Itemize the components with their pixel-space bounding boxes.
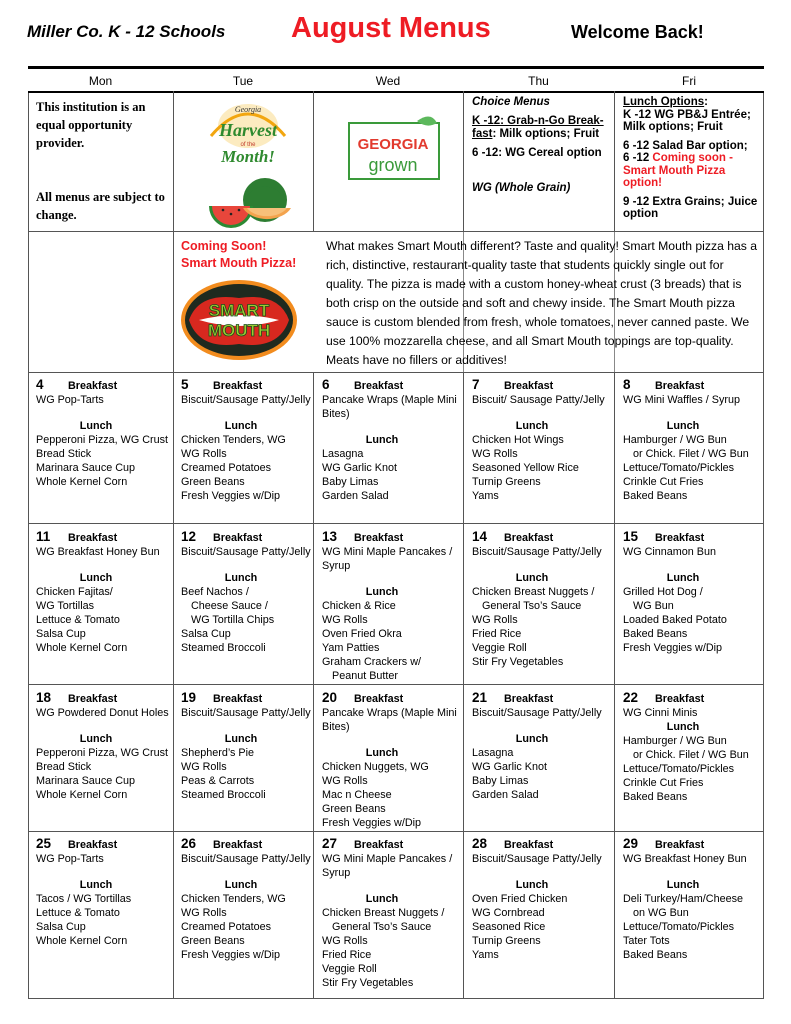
- day-heading: [181, 837, 311, 852]
- lunch-item: Turnip Greens: [472, 935, 541, 947]
- breakfast-item: WG Powdered Donut Holes: [36, 707, 169, 719]
- pizza-option: [623, 152, 763, 190]
- lunch-item: Chicken Tenders, WG: [181, 434, 286, 446]
- lunch-item: Baked Beans: [623, 791, 688, 803]
- day-number: 5: [181, 377, 189, 392]
- lunch-item: Marinara Sauce Cup: [36, 775, 136, 787]
- day-number: 22: [623, 690, 639, 705]
- lunch-label: Lunch: [515, 420, 549, 432]
- lunch-item: WG Rolls: [322, 775, 368, 787]
- grid-line: [313, 372, 314, 999]
- day-number: 15: [623, 529, 639, 544]
- day-heading: [472, 378, 605, 393]
- day-heading: [623, 530, 743, 545]
- day-number: 6: [322, 377, 330, 392]
- day-name-thu: Thu: [528, 74, 549, 88]
- lunch-label: Lunch: [224, 420, 258, 432]
- lunch-item: Grilled Hot Dog /: [623, 586, 703, 598]
- harvest-logo-of: of the: [240, 142, 256, 148]
- day-heading: [322, 378, 457, 393]
- day-cell: [322, 378, 457, 503]
- breakfast-item: Bites): [322, 721, 350, 733]
- breakfast-item: WG Mini Maple Pancakes /: [322, 546, 453, 558]
- day-heading: [322, 691, 457, 706]
- lunch-item: Baked Beans: [623, 628, 688, 640]
- grid-line: [614, 372, 615, 999]
- lunch-item: Chicken Hot Wings: [472, 434, 564, 446]
- breakfast-label: Breakfast: [213, 380, 263, 392]
- breakfast-label: Breakfast: [655, 380, 705, 392]
- breakfast-label: Breakfast: [354, 839, 404, 851]
- day-heading: [36, 691, 169, 706]
- lunch-item: WG Rolls: [472, 614, 518, 626]
- lunch-item: General Tso’s Sauce: [482, 600, 582, 612]
- lunch-item: Lettuce/Tomato/Pickles: [623, 462, 735, 474]
- coming-soon-line-1: Coming Soon!: [181, 239, 267, 253]
- breakfast-label: Breakfast: [213, 839, 263, 851]
- lunch-label: Lunch: [515, 572, 549, 584]
- day-cell: [181, 378, 311, 503]
- lunch-item: Fresh Veggies w/Dip: [181, 490, 281, 502]
- day-number: 8: [623, 377, 631, 392]
- breakfast-item: Biscuit/Sausage Patty/Jelly: [181, 853, 311, 865]
- day-heading: [181, 378, 311, 393]
- grab-n-go-label: K -12: Grab-n-Go Break-fast: [472, 115, 604, 140]
- grid-line: [28, 831, 764, 832]
- breakfast-label: Breakfast: [68, 532, 118, 544]
- lunch-label: Lunch: [666, 879, 700, 891]
- day-name-tue: Tue: [232, 74, 254, 88]
- lunch-item: WG Rolls: [472, 448, 518, 460]
- lunch-item: Veggie Roll: [322, 963, 377, 975]
- day-cell: [36, 378, 168, 489]
- lunch-item: WG Rolls: [181, 448, 227, 460]
- lunch-item: Chicken Breast Nuggets /: [472, 586, 595, 598]
- day-heading: [181, 691, 311, 706]
- equal-opportunity-notice: [36, 98, 168, 224]
- breakfast-item: Pancake Wraps (Maple Mini: [322, 707, 457, 719]
- lunch-item: Salsa Cup: [36, 628, 86, 640]
- lunch-item: Fresh Veggies w/Dip: [322, 817, 422, 829]
- day-number: 14: [472, 529, 488, 544]
- lunch-item: Loaded Baked Potato: [623, 614, 727, 626]
- day-heading: [472, 691, 602, 706]
- smart-mouth-description: What makes Smart Mouth different? Taste and quality! Smart Mouth pizza has a rich, distinctive, restaurant-quality taste that students quickly single out for quality. The pizza is made with a custom honey-wheat crust (3 breads) that is both crisp on the outside and soft and chewy inside. The Smart Mouth pizza sauce is custom blended from fresh, whole tomatoes, never canned paste. We use 100% mozzarella cheese, and all Smart Mouth toppings are top-quality. Meats have no fillers or additives!: [326, 239, 758, 367]
- day-number: 21: [472, 690, 488, 705]
- lunch-item: Fried Rice: [472, 628, 522, 640]
- day-heading: [36, 530, 160, 545]
- grid-line: [28, 231, 764, 232]
- lunch-item: Lettuce & Tomato: [36, 907, 120, 919]
- choice-menus-heading: Choice Menus: [472, 96, 550, 108]
- breakfast-item: Bites): [322, 408, 350, 420]
- grab-n-go-line: [472, 115, 612, 141]
- lunch-item: Hamburger / WG Bun: [623, 434, 727, 446]
- breakfast-label: Breakfast: [354, 532, 404, 544]
- smart-mouth-line2: MOUTH: [207, 321, 271, 340]
- lunch-item: Veggie Roll: [472, 642, 527, 654]
- lunch-item: Chicken Nuggets, WG: [322, 761, 429, 773]
- lunch-item: Tater Tots: [623, 935, 670, 947]
- breakfast-label: Breakfast: [68, 380, 118, 392]
- lunch-label: Lunch: [79, 420, 113, 432]
- breakfast-item: WG Pop-Tarts: [36, 853, 104, 865]
- lunch-label: Lunch: [365, 893, 399, 905]
- day-cell: [322, 837, 452, 990]
- day-name-mon: Mon: [88, 74, 113, 88]
- grid-line: [463, 91, 464, 232]
- grid-line: [614, 91, 615, 232]
- day-heading: [36, 837, 156, 852]
- day-number: 11: [36, 529, 51, 544]
- header-rule: [28, 66, 764, 69]
- day-cell: [322, 691, 457, 830]
- grid-line: [173, 91, 174, 999]
- grab-n-go-rest: : Milk options; Fruit: [492, 128, 600, 140]
- lunch-item: Pepperoni Pizza, WG Crust: [36, 747, 169, 759]
- lunch-label: Lunch: [666, 572, 700, 584]
- lunch-item: WG Rolls: [181, 907, 227, 919]
- choice-menus-info: [472, 96, 612, 201]
- lunch-item: Fresh Veggies w/Dip: [181, 949, 281, 961]
- day-cell: [181, 837, 311, 962]
- georgia-grown-top: GEORGIA: [357, 136, 429, 153]
- day-heading: [623, 378, 749, 393]
- georgia-grown-bottom: grown: [368, 155, 418, 175]
- breakfast-item: Biscuit/ Sausage Patty/Jelly: [472, 394, 605, 406]
- day-number: 25: [36, 836, 52, 851]
- lunch-item: WG Tortilla Chips: [191, 614, 275, 626]
- lunch-options-heading: Lunch Options: [623, 96, 705, 108]
- lunch-item: WG Garlic Knot: [322, 462, 397, 474]
- day-number: 26: [181, 836, 197, 851]
- lunch-item: Chicken Breast Nuggets /: [322, 907, 445, 919]
- day-cell: [623, 530, 743, 655]
- breakfast-item: Biscuit/Sausage Patty/Jelly: [472, 853, 602, 865]
- lunch-item: WG Cornbread: [472, 907, 545, 919]
- harvest-logo-main1: Harvest: [219, 120, 277, 140]
- smart-mouth-logo: [179, 272, 299, 367]
- lunch-item: Green Beans: [322, 803, 386, 815]
- breakfast-label: Breakfast: [655, 839, 705, 851]
- lunch-item: Yam Patties: [322, 642, 380, 654]
- lunch-item: Bread Stick: [36, 448, 92, 460]
- breakfast-item: Biscuit/Sausage Patty/Jelly: [181, 707, 311, 719]
- page-header: [0, 0, 791, 60]
- lunch-item: Creamed Potatoes: [181, 921, 272, 933]
- breakfast-label: Breakfast: [354, 380, 404, 392]
- breakfast-label: Breakfast: [504, 532, 554, 544]
- day-cell: [181, 691, 311, 802]
- georgia-grown-logo: [347, 113, 443, 183]
- lunch-item: WG Rolls: [322, 614, 368, 626]
- lunch-item: Lettuce & Tomato: [36, 614, 120, 626]
- grid-line: [28, 372, 764, 373]
- lunch-item: Stir Fry Vegetables: [322, 977, 414, 989]
- lunch-label: Lunch: [79, 733, 113, 745]
- lunch-item: Baby Limas: [472, 775, 529, 787]
- lunch-options-colon: :: [704, 96, 708, 108]
- lunch-item: Oven Fried Chicken: [472, 893, 568, 905]
- day-cell: [472, 837, 602, 962]
- day-header-row: [28, 72, 764, 91]
- day-number: 13: [322, 529, 338, 544]
- breakfast-item: WG Mini Waffles / Syrup: [623, 394, 740, 406]
- lunch-item: Chicken Tenders, WG: [181, 893, 286, 905]
- day-number: 29: [623, 836, 639, 851]
- lunch-item: Fried Rice: [322, 949, 372, 961]
- lunch-item: Whole Kernel Corn: [36, 476, 128, 488]
- lunch-item: Beef Nachos /: [181, 586, 249, 598]
- lunch-item: Marinara Sauce Cup: [36, 462, 136, 474]
- welcome-text: Welcome Back!: [571, 22, 704, 42]
- lunch-item: Whole Kernel Corn: [36, 642, 128, 654]
- day-heading: [472, 837, 602, 852]
- lunch-item: Graham Crackers w/: [322, 656, 421, 668]
- breakfast-item: Biscuit/Sausage Patty/Jelly: [472, 546, 602, 558]
- lunch-item: Garden Salad: [472, 789, 539, 801]
- lunch-item: Seasoned Rice: [472, 921, 546, 933]
- breakfast-label: Breakfast: [213, 693, 263, 705]
- lunch-label: Lunch: [515, 879, 549, 891]
- lunch-item: Oven Fried Okra: [322, 628, 402, 640]
- lunch-item: Turnip Greens: [472, 476, 541, 488]
- day-cell: [36, 691, 169, 802]
- salad-bar-option: 6 -12 Salad Bar option;: [623, 139, 748, 152]
- notice-line-1: This institution is an equal opportunity provider.: [36, 100, 146, 150]
- lunch-item: Creamed Potatoes: [181, 462, 272, 474]
- breakfast-item: Syrup: [322, 867, 351, 879]
- school-name: Miller Co. K - 12 Schools: [27, 22, 226, 41]
- lunch-item: WG Rolls: [181, 761, 227, 773]
- lunch-item: Steamed Broccoli: [181, 789, 266, 801]
- lunch-label: Lunch: [666, 420, 700, 432]
- lunch-item: Lasagna: [322, 448, 364, 460]
- breakfast-item: WG Pop-Tarts: [36, 394, 104, 406]
- lunch-item: Stir Fry Vegetables: [472, 656, 564, 668]
- lunch-item: Salsa Cup: [181, 628, 231, 640]
- grid-line: [463, 372, 464, 999]
- lunch-item: Seasoned Yellow Rice: [472, 462, 579, 474]
- lunch-item: Whole Kernel Corn: [36, 789, 128, 801]
- lunch-item: on WG Bun: [633, 907, 689, 919]
- lunch-item: Garden Salad: [322, 490, 389, 502]
- day-heading: [623, 691, 749, 706]
- breakfast-item: WG Cinni Minis: [623, 707, 698, 719]
- lunch-item: WG Rolls: [322, 935, 368, 947]
- lunch-item: Fresh Veggies w/Dip: [623, 642, 723, 654]
- breakfast-item: WG Cinnamon Bun: [623, 546, 717, 558]
- lunch-item: Lasagna: [472, 747, 514, 759]
- day-cell: [472, 530, 602, 669]
- lunch-item: Mac n Cheese: [322, 789, 392, 801]
- lunch-item: Yams: [472, 490, 499, 502]
- lunch-item: Yams: [472, 949, 499, 961]
- lunch-label: Lunch: [224, 733, 258, 745]
- lunch-item: Peas & Carrots: [181, 775, 255, 787]
- day-number: 28: [472, 836, 488, 851]
- breakfast-label: Breakfast: [504, 380, 554, 392]
- breakfast-label: Breakfast: [68, 839, 118, 851]
- day-number: 18: [36, 690, 52, 705]
- lunch-label: Lunch: [365, 434, 399, 446]
- day-heading: [36, 378, 168, 393]
- day-number: 7: [472, 377, 480, 392]
- lunch-options-heading-line: [623, 96, 763, 109]
- lunch-item: Green Beans: [181, 476, 245, 488]
- lunch-options-info: [623, 96, 763, 227]
- grid-line: [28, 91, 764, 93]
- harvest-logo-main2: Month!: [221, 147, 275, 166]
- lunch-item: Pepperoni Pizza, WG Crust: [36, 434, 169, 446]
- lunch-label: Lunch: [224, 572, 258, 584]
- breakfast-label: Breakfast: [655, 693, 705, 705]
- grid-line: [28, 523, 764, 524]
- lunch-item: WG Bun: [633, 600, 674, 612]
- lunch-item: or Chick. Filet / WG Bun: [633, 448, 749, 460]
- breakfast-item: Biscuit/Sausage Patty/Jelly: [181, 546, 311, 558]
- lunch-item: Baby Limas: [322, 476, 379, 488]
- lunch-item: Chicken Fajitas/: [36, 586, 113, 598]
- lunch-item: Salsa Cup: [36, 921, 86, 933]
- lunch-item: Shepherd’s Pie: [181, 747, 255, 759]
- day-name-wed: Wed: [375, 74, 401, 88]
- day-cell: [472, 691, 602, 802]
- breakfast-label: Breakfast: [504, 839, 554, 851]
- pizza-option-prefix: 6 -12: [623, 152, 650, 164]
- lunch-item: Chicken & Rice: [322, 600, 396, 612]
- lunch-item: Green Beans: [181, 935, 245, 947]
- pizza-coming-soon: Coming soon - Smart Mouth Pizza option!: [623, 152, 733, 189]
- lunch-label: Lunch: [224, 879, 258, 891]
- day-cell: [36, 530, 160, 655]
- page-title: August Menus: [291, 12, 491, 44]
- lunch-item: Peanut Butter: [332, 670, 399, 682]
- lunch-item: Whole Kernel Corn: [36, 935, 128, 947]
- day-cell: [623, 837, 747, 962]
- lunch-item: Crinkle Cut Fries: [623, 476, 704, 488]
- day-number: 12: [181, 529, 197, 544]
- whole-grain-note: WG (Whole Grain): [472, 182, 571, 194]
- lunch-item: Hamburger / WG Bun: [623, 735, 727, 747]
- day-number: 4: [36, 377, 44, 392]
- lunch-item: Cheese Sauce /: [191, 600, 268, 612]
- smart-mouth-line1: SMART: [208, 301, 270, 320]
- breakfast-label: Breakfast: [655, 532, 705, 544]
- grid-line: [28, 684, 764, 685]
- day-name-fri: Fri: [682, 74, 696, 88]
- breakfast-label: Breakfast: [213, 532, 263, 544]
- lunch-item: General Tso’s Sauce: [332, 921, 432, 933]
- breakfast-label: Breakfast: [354, 693, 404, 705]
- day-number: 20: [322, 690, 338, 705]
- day-heading: [181, 530, 311, 545]
- lunch-item: Tacos / WG Tortillas: [36, 893, 132, 905]
- lunch-item: Crinkle Cut Fries: [623, 777, 704, 789]
- extra-grains-option: 9 -12 Extra Grains; Juice option: [623, 195, 758, 220]
- breakfast-item: WG Breakfast Honey Bun: [36, 546, 160, 558]
- coming-soon-notice: [181, 238, 296, 272]
- harvest-of-the-month-logo: [203, 96, 293, 228]
- day-number: 19: [181, 690, 197, 705]
- lunch-item: Lettuce/Tomato/Pickles: [623, 763, 735, 775]
- lunch-item: or Chick. Filet / WG Bun: [633, 749, 749, 761]
- grid-line: [313, 91, 314, 232]
- breakfast-item: Pancake Wraps (Maple Mini: [322, 394, 457, 406]
- lunch-label: Lunch: [79, 879, 113, 891]
- lunch-item: Bread Stick: [36, 761, 92, 773]
- lunch-item: Baked Beans: [623, 949, 688, 961]
- lunch-label: Lunch: [515, 733, 549, 745]
- lunch-label: Lunch: [666, 721, 700, 733]
- breakfast-item: Syrup: [322, 560, 351, 572]
- notice-line-2: All menus are subject to change.: [36, 190, 165, 222]
- lunch-item: Baked Beans: [623, 490, 688, 502]
- lunch-item: Deli Turkey/Ham/Cheese: [623, 893, 744, 905]
- pbj-option: K -12 WG PB&J Entrée; Milk options; Fruit: [623, 108, 751, 133]
- day-cell: [36, 837, 156, 948]
- day-cell: [322, 530, 452, 683]
- day-heading: [623, 837, 747, 852]
- breakfast-item: WG Breakfast Honey Bun: [623, 853, 747, 865]
- lunch-item: Steamed Broccoli: [181, 642, 266, 654]
- day-cell: [472, 378, 605, 503]
- day-heading: [322, 837, 452, 852]
- day-number: 27: [322, 836, 338, 851]
- day-heading: [472, 530, 602, 545]
- lunch-label: Lunch: [79, 572, 113, 584]
- breakfast-item: Biscuit/Sausage Patty/Jelly: [472, 707, 602, 719]
- day-cell: [623, 378, 749, 503]
- day-cell: [623, 691, 749, 804]
- harvest-logo-top: Georgia: [234, 105, 262, 114]
- breakfast-item: Biscuit/Sausage Patty/Jelly: [181, 394, 311, 406]
- cereal-option: 6 -12: WG Cereal option: [472, 147, 602, 159]
- breakfast-label: Breakfast: [504, 693, 554, 705]
- breakfast-label: Breakfast: [68, 693, 118, 705]
- breakfast-item: WG Mini Maple Pancakes /: [322, 853, 453, 865]
- lunch-label: Lunch: [365, 586, 399, 598]
- lunch-item: WG Tortillas: [36, 600, 94, 612]
- day-heading: [322, 530, 452, 545]
- day-cell: [181, 530, 311, 655]
- lunch-item: WG Garlic Knot: [472, 761, 547, 773]
- coming-soon-line-2: Smart Mouth Pizza!: [181, 256, 297, 270]
- lunch-label: Lunch: [365, 747, 399, 759]
- lunch-item: Lettuce/Tomato/Pickles: [623, 921, 735, 933]
